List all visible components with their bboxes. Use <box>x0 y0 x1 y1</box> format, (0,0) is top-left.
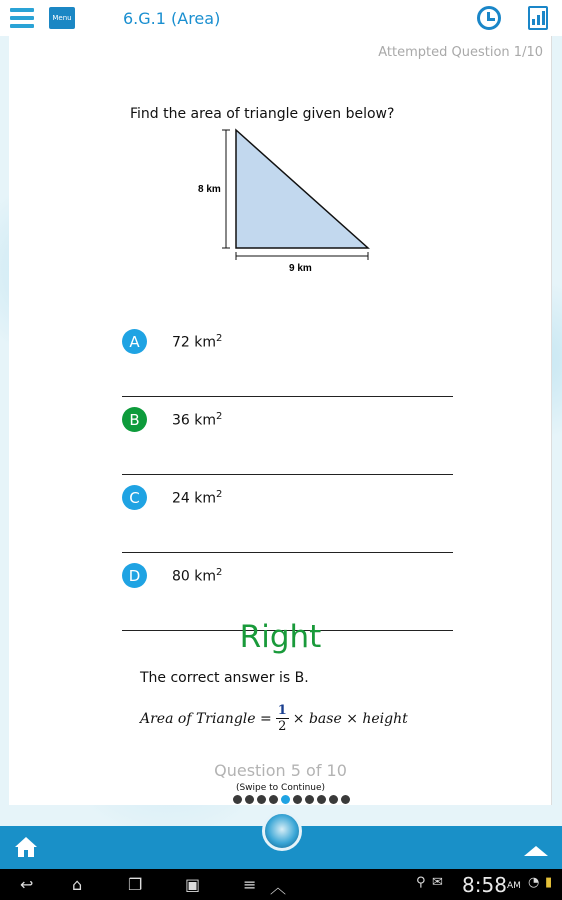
page-dot[interactable] <box>293 795 302 804</box>
area-formula: Area of Triangle = $\frac{1}{2}$ × base × height <box>140 703 408 734</box>
page-dot[interactable] <box>329 795 338 804</box>
usb-icon: ⚲ <box>416 875 426 890</box>
battery-icon: ▮ <box>545 875 553 890</box>
expand-up-icon[interactable] <box>524 846 548 856</box>
option-b[interactable] <box>122 397 453 475</box>
base-label: 9 km <box>289 263 312 274</box>
option-label: 24 $km^2$ <box>172 489 223 507</box>
question-text: Find the area of triangle given below? <box>130 106 395 122</box>
screenshot-icon[interactable]: ▣ <box>185 875 201 894</box>
page-dot[interactable] <box>317 795 326 804</box>
page-dot[interactable] <box>269 795 278 804</box>
page-title: 6.G.1 (Area) <box>123 9 221 28</box>
wifi-icon: ◔ <box>528 875 540 890</box>
app-logo-icon[interactable] <box>262 811 302 851</box>
result-heading: Right <box>239 619 322 655</box>
option-label: 36 $km^2$ <box>172 411 223 429</box>
option-c[interactable] <box>122 475 453 553</box>
page-dot[interactable] <box>305 795 314 804</box>
height-label: 8 km <box>198 184 221 195</box>
home-icon[interactable] <box>14 836 38 858</box>
chevron-up-icon[interactable]: ︿ <box>270 878 287 897</box>
page-indicator <box>233 795 350 804</box>
page-dot[interactable] <box>257 795 266 804</box>
back-icon[interactable]: ↩ <box>20 875 34 894</box>
mail-icon: ✉ <box>432 875 443 890</box>
option-letter-badge: D <box>122 563 147 588</box>
menu-button[interactable]: Menu <box>49 7 75 29</box>
home-nav-icon[interactable]: ⌂ <box>72 875 83 894</box>
swipe-hint: (Swipe to Continue) <box>235 783 326 793</box>
top-bar <box>0 0 562 36</box>
page-dot[interactable] <box>281 795 290 804</box>
option-letter-badge: C <box>122 485 147 510</box>
question-counter: Question 5 of 10 <box>214 761 347 780</box>
page-dot[interactable] <box>245 795 254 804</box>
clock-ampm: AM <box>507 881 521 891</box>
attempted-counter: Attempted Question 1/10 <box>378 45 543 60</box>
hamburger-icon[interactable] <box>10 6 34 30</box>
option-label: 80 $km^2$ <box>172 567 223 585</box>
system-bar <box>0 869 562 900</box>
option-letter-badge: B <box>122 407 147 432</box>
triangle-shape <box>236 130 368 248</box>
page-dot[interactable] <box>233 795 242 804</box>
clock-time: 8:58 <box>462 873 507 897</box>
clock-icon[interactable] <box>477 6 501 30</box>
question-card <box>9 36 552 805</box>
page-dot[interactable] <box>341 795 350 804</box>
recent-apps-icon[interactable]: ❐ <box>128 875 143 894</box>
triangle-figure <box>194 122 384 274</box>
report-icon[interactable] <box>528 6 548 30</box>
explanation-text: The correct answer is B. <box>140 670 309 686</box>
option-a[interactable] <box>122 319 453 397</box>
option-label: 72 $km^2$ <box>172 333 223 351</box>
menu-nav-icon[interactable]: ≡ <box>243 875 257 894</box>
option-letter-badge: A <box>122 329 147 354</box>
